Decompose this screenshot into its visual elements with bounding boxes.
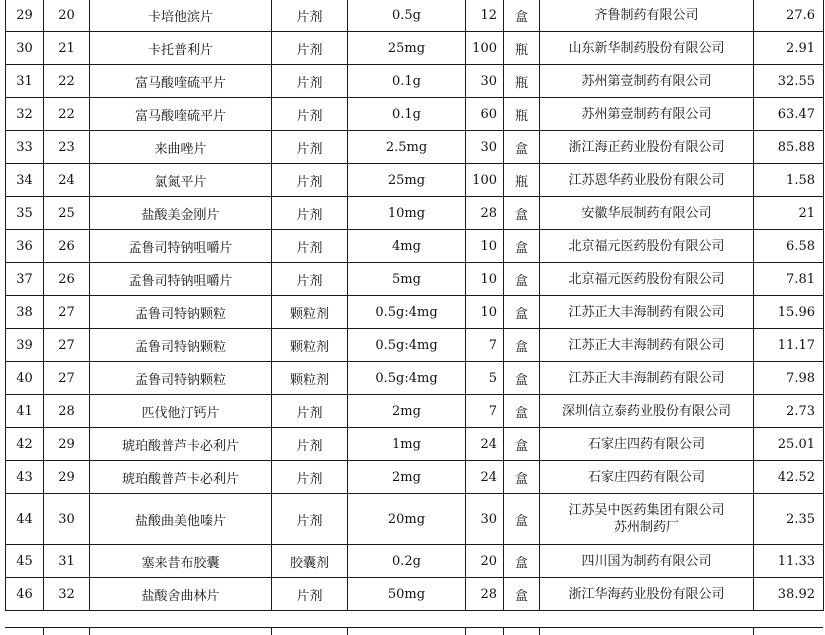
drug-name-cell: 盐酸美金刚片 — [90, 197, 272, 230]
price-cell: 7.81 — [754, 263, 824, 296]
table-row — [6, 98, 824, 131]
manufacturer-cell — [540, 494, 754, 545]
row-group-cell: 26 — [44, 230, 90, 263]
price-cell: 32.55 — [754, 65, 824, 98]
dosage-form-cell: 片剂 — [272, 494, 348, 545]
price-cell: 15.96 — [754, 296, 824, 329]
drug-name-cell: 氯氮平片 — [90, 164, 272, 197]
table-row — [6, 164, 824, 197]
price-cell: 2.35 — [754, 494, 824, 545]
row-seq-cell: 36 — [6, 230, 44, 263]
dosage-form-cell: 片剂 — [272, 263, 348, 296]
price-cell: 38.92 — [754, 578, 824, 611]
manufacturer-line: 齐鲁制药有限公司 — [594, 7, 699, 23]
dosage-form-cell: 颗粒剂 — [272, 362, 348, 395]
drug-name-cell: 孟鲁司特钠颗粒 — [90, 362, 272, 395]
manufacturer-line: 苏州制药厂 — [613, 520, 679, 535]
row-group-cell: 28 — [44, 395, 90, 428]
row-group-cell: 27 — [44, 329, 90, 362]
table-body — [6, 0, 824, 611]
drug-name-cell: 来曲唑片 — [90, 131, 272, 164]
pack-unit-cell: 盒 — [504, 494, 540, 545]
manufacturer-line: 山东新华制药股份有限公司 — [568, 40, 725, 56]
dosage-form-cell: 片剂 — [272, 164, 348, 197]
price-cell: 85.88 — [754, 131, 824, 164]
row-group-cell: 22 — [44, 65, 90, 98]
pack-quantity-cell: 5 — [466, 362, 504, 395]
manufacturer-line: 北京福元医药股份有限公司 — [568, 238, 725, 254]
manufacturer-cell — [540, 0, 754, 32]
dosage-form-cell: 片剂 — [272, 578, 348, 611]
pack-quantity-cell: 10 — [466, 263, 504, 296]
manufacturer-line: 石家庄四药有限公司 — [587, 436, 705, 452]
manufacturer-cell — [540, 32, 754, 65]
pack-quantity-cell: 100 — [466, 164, 504, 197]
drug-price-table — [5, 0, 824, 611]
manufacturer-line: 江苏正大丰海制药有限公司 — [568, 304, 725, 320]
row-seq-cell: 33 — [6, 131, 44, 164]
row-seq-cell: 29 — [6, 0, 44, 32]
row-seq-cell: 38 — [6, 296, 44, 329]
specification-cell: 4mg — [348, 230, 466, 263]
pack-unit-cell: 盒 — [504, 428, 540, 461]
pack-quantity-cell: 60 — [466, 98, 504, 131]
pack-quantity-cell: 10 — [466, 230, 504, 263]
row-group-cell: 31 — [44, 545, 90, 578]
price-cell: 11.17 — [754, 329, 824, 362]
table-row — [6, 197, 824, 230]
manufacturer-line: 北京福元医药股份有限公司 — [568, 271, 725, 287]
pack-quantity-cell: 28 — [466, 197, 504, 230]
specification-cell: 0.2g — [348, 545, 466, 578]
drug-name-cell: 琥珀酸普芦卡必利片 — [90, 461, 272, 494]
manufacturer-line: 苏州第壹制药有限公司 — [581, 73, 712, 89]
row-seq-cell: 46 — [6, 578, 44, 611]
price-cell: 27.6 — [754, 0, 824, 32]
table-row — [6, 263, 824, 296]
manufacturer-cell — [540, 545, 754, 578]
dosage-form-cell: 片剂 — [272, 395, 348, 428]
table-row — [6, 296, 824, 329]
price-cell: 42.52 — [754, 461, 824, 494]
pack-unit-cell: 盒 — [504, 197, 540, 230]
drug-name-cell: 孟鲁司特钠咀嚼片 — [90, 263, 272, 296]
manufacturer-line: 苏州第壹制药有限公司 — [581, 106, 712, 122]
pack-unit-cell: 盒 — [504, 362, 540, 395]
pack-unit-cell: 瓶 — [504, 32, 540, 65]
pack-quantity-cell: 30 — [466, 131, 504, 164]
specification-cell: 0.5g:4mg — [348, 362, 466, 395]
row-group-cell: 24 — [44, 164, 90, 197]
table-row — [6, 545, 824, 578]
dosage-form-cell: 胶囊剂 — [272, 545, 348, 578]
row-group-cell: 23 — [44, 131, 90, 164]
row-group-cell: 26 — [44, 263, 90, 296]
table-row — [6, 329, 824, 362]
dosage-form-cell: 片剂 — [272, 461, 348, 494]
manufacturer-cell — [540, 98, 754, 131]
pack-unit-cell: 瓶 — [504, 164, 540, 197]
specification-cell: 0.1g — [348, 98, 466, 131]
manufacturer-line: 江苏吴中医药集团有限公司 — [568, 503, 725, 518]
price-cell: 1.58 — [754, 164, 824, 197]
pack-unit-cell: 盒 — [504, 296, 540, 329]
manufacturer-line: 江苏正大丰海制药有限公司 — [568, 337, 725, 353]
manufacturer-line: 安徽华辰制药有限公司 — [581, 205, 712, 221]
manufacturer-line: 江苏正大丰海制药有限公司 — [568, 370, 725, 386]
drug-name-cell: 盐酸曲美他嗪片 — [90, 494, 272, 545]
row-group-cell: 20 — [44, 0, 90, 32]
manufacturer-line: 江苏恩华药业股份有限公司 — [568, 172, 725, 188]
pack-quantity-cell: 30 — [466, 65, 504, 98]
specification-cell: 25mg — [348, 32, 466, 65]
drug-name-cell: 孟鲁司特钠颗粒 — [90, 329, 272, 362]
specification-cell: 2.5mg — [348, 131, 466, 164]
drug-name-cell: 盐酸舍曲林片 — [90, 578, 272, 611]
row-group-cell: 30 — [44, 494, 90, 545]
pack-quantity-cell: 24 — [466, 461, 504, 494]
specification-cell: 25mg — [348, 164, 466, 197]
specification-cell: 0.5g:4mg — [348, 296, 466, 329]
pack-unit-cell: 盒 — [504, 230, 540, 263]
row-seq-cell: 41 — [6, 395, 44, 428]
dosage-form-cell: 颗粒剂 — [272, 329, 348, 362]
table-row — [6, 578, 824, 611]
price-cell: 7.98 — [754, 362, 824, 395]
dosage-form-cell: 片剂 — [272, 428, 348, 461]
manufacturer-cell — [540, 428, 754, 461]
pack-unit-cell: 盒 — [504, 329, 540, 362]
specification-cell: 2mg — [348, 395, 466, 428]
specification-cell: 50mg — [348, 578, 466, 611]
manufacturer-line: 浙江海正药业股份有限公司 — [568, 139, 725, 155]
specification-cell: 20mg — [348, 494, 466, 545]
dosage-form-cell: 片剂 — [272, 65, 348, 98]
price-cell: 25.01 — [754, 428, 824, 461]
row-seq-cell: 35 — [6, 197, 44, 230]
pack-unit-cell: 盒 — [504, 263, 540, 296]
dosage-form-cell: 片剂 — [272, 131, 348, 164]
row-group-cell: 29 — [44, 428, 90, 461]
manufacturer-line: 四川国为制药有限公司 — [581, 553, 712, 569]
dosage-form-cell: 片剂 — [272, 197, 348, 230]
row-seq-cell: 30 — [6, 32, 44, 65]
pack-quantity-cell: 100 — [466, 32, 504, 65]
manufacturer-cell — [540, 461, 754, 494]
row-group-cell: 21 — [44, 32, 90, 65]
specification-cell: 10mg — [348, 197, 466, 230]
row-seq-cell: 40 — [6, 362, 44, 395]
row-seq-cell: 31 — [6, 65, 44, 98]
manufacturer-line: 深圳信立泰药业股份有限公司 — [561, 403, 731, 419]
price-cell: 6.58 — [754, 230, 824, 263]
row-seq-cell: 42 — [6, 428, 44, 461]
drug-name-cell: 琥珀酸普芦卡必利片 — [90, 428, 272, 461]
row-group-cell: 27 — [44, 296, 90, 329]
specification-cell: 0.5g:4mg — [348, 329, 466, 362]
price-cell: 63.47 — [754, 98, 824, 131]
row-seq-cell: 37 — [6, 263, 44, 296]
pack-quantity-cell: 12 — [466, 0, 504, 32]
manufacturer-cell — [540, 329, 754, 362]
table-row — [6, 461, 824, 494]
specification-cell: 0.1g — [348, 65, 466, 98]
drug-name-cell: 塞来昔布胶囊 — [90, 545, 272, 578]
table-row — [6, 395, 824, 428]
manufacturer-line: 浙江华海药业股份有限公司 — [568, 586, 725, 602]
specification-cell: 5mg — [348, 263, 466, 296]
price-cell: 2.91 — [754, 32, 824, 65]
row-group-cell: 27 — [44, 362, 90, 395]
manufacturer-cell — [540, 197, 754, 230]
dosage-form-cell: 颗粒剂 — [272, 296, 348, 329]
table-row — [6, 131, 824, 164]
drug-name-cell: 富马酸喹硫平片 — [90, 65, 272, 98]
price-cell: 11.33 — [754, 545, 824, 578]
manufacturer-cell — [540, 131, 754, 164]
manufacturer-cell — [540, 230, 754, 263]
pack-unit-cell: 盒 — [504, 545, 540, 578]
dosage-form-cell: 片剂 — [272, 0, 348, 32]
pack-quantity-cell: 24 — [466, 428, 504, 461]
specification-cell: 2mg — [348, 461, 466, 494]
pack-unit-cell: 盒 — [504, 0, 540, 32]
price-cell: 2.73 — [754, 395, 824, 428]
manufacturer-cell — [540, 578, 754, 611]
table-row — [6, 494, 824, 545]
next-row-top-edge — [5, 627, 823, 635]
specification-cell: 1mg — [348, 428, 466, 461]
dosage-form-cell: 片剂 — [272, 230, 348, 263]
manufacturer-cell — [540, 362, 754, 395]
row-seq-cell: 39 — [6, 329, 44, 362]
manufacturer-cell — [540, 263, 754, 296]
table-row — [6, 65, 824, 98]
pack-quantity-cell: 30 — [466, 494, 504, 545]
drug-name-cell: 卡培他滨片 — [90, 0, 272, 32]
manufacturer-cell — [540, 296, 754, 329]
drug-name-cell: 富马酸喹硫平片 — [90, 98, 272, 131]
manufacturer-cell — [540, 164, 754, 197]
specification-cell: 0.5g — [348, 0, 466, 32]
pack-quantity-cell: 20 — [466, 545, 504, 578]
table-row — [6, 0, 824, 32]
drug-name-cell: 匹伐他汀钙片 — [90, 395, 272, 428]
pack-unit-cell: 盒 — [504, 395, 540, 428]
price-cell: 21 — [754, 197, 824, 230]
pack-unit-cell: 瓶 — [504, 65, 540, 98]
table-row — [6, 362, 824, 395]
row-seq-cell: 43 — [6, 461, 44, 494]
row-group-cell: 22 — [44, 98, 90, 131]
pack-quantity-cell: 7 — [466, 329, 504, 362]
manufacturer-cell — [540, 395, 754, 428]
drug-name-cell: 孟鲁司特钠咀嚼片 — [90, 230, 272, 263]
pack-unit-cell: 盒 — [504, 131, 540, 164]
row-seq-cell: 34 — [6, 164, 44, 197]
pack-quantity-cell: 10 — [466, 296, 504, 329]
table-row — [6, 428, 824, 461]
drug-name-cell: 孟鲁司特钠颗粒 — [90, 296, 272, 329]
pack-unit-cell: 盒 — [504, 578, 540, 611]
row-group-cell: 32 — [44, 578, 90, 611]
pack-quantity-cell: 7 — [466, 395, 504, 428]
row-seq-cell: 44 — [6, 494, 44, 545]
table-row — [6, 230, 824, 263]
pack-quantity-cell: 28 — [466, 578, 504, 611]
row-seq-cell: 32 — [6, 98, 44, 131]
manufacturer-cell — [540, 65, 754, 98]
row-seq-cell: 45 — [6, 545, 44, 578]
manufacturer-line: 石家庄四药有限公司 — [587, 469, 705, 485]
table-row — [6, 32, 824, 65]
row-group-cell: 29 — [44, 461, 90, 494]
row-group-cell: 25 — [44, 197, 90, 230]
dosage-form-cell: 片剂 — [272, 32, 348, 65]
drug-name-cell: 卡托普利片 — [90, 32, 272, 65]
pack-unit-cell: 瓶 — [504, 98, 540, 131]
dosage-form-cell: 片剂 — [272, 98, 348, 131]
pack-unit-cell: 盒 — [504, 461, 540, 494]
